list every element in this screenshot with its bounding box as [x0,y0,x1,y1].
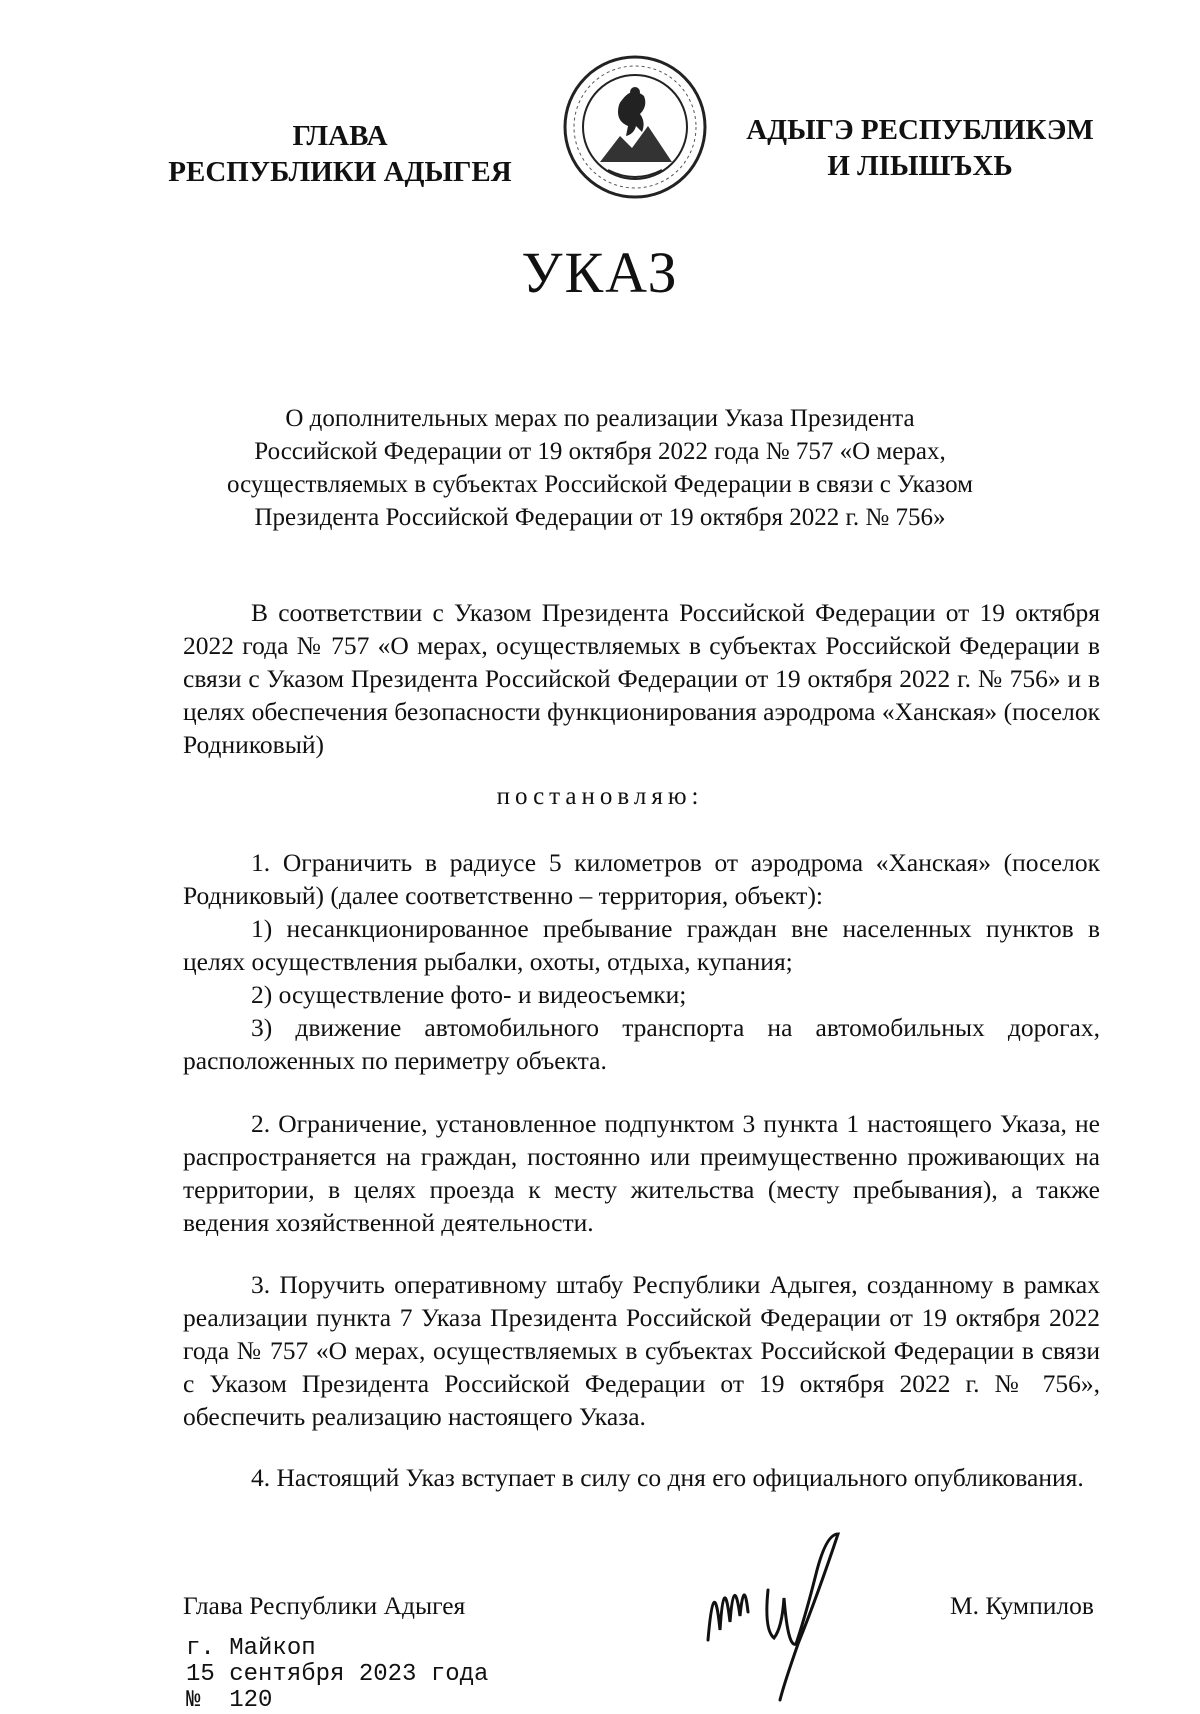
point-1-sub-2: 2) осуществление фото- и видеосъемки; [251,980,687,1009]
point-4: 4. Настоящий Указ вступает в силу со дня его официального опубликования. [251,1463,1084,1492]
preamble-paragraph: В соответствии с Указом Президента Российской Федерации от 19 октября 2022 года № 757 «О мерах, осуществляемых в субъектах Российской Федерации в связи с Указом Президента Российской Федерации от 19 октября 2022 г. № 756» и в целях обеспечения безопасности функционирования аэродрома «Ханская» (поселок Родниковый) [183,598,1100,759]
point-2: 2. Ограничение, установленное подпунктом 3 пункта 1 настоящего Указа, не распространяется на граждан, постоянно или преимущественно проживающих на территории, в целях проезда к месту жительства (месту пребывания), а также ведения хозяйственной деятельности. [183,1109,1100,1237]
signatory-name: М. Кумпилов [950,1591,1094,1620]
document-number: № 120 [186,1687,273,1714]
header-right [720,112,1120,184]
coat-of-arms-icon [560,52,710,202]
document-title: УКАЗ [521,240,679,305]
header-right-line2: И ЛІЫШЪХЬ [827,150,1013,182]
decree-operative-word: постановляю: [496,783,704,810]
point-1-sub-3: 3) движение автомобильного транспорта на автомобильных дорогах, расположенных по периметру объекта. [183,1013,1100,1075]
subject-line: О дополнительных мерах по реализации Указа Президента [285,405,915,432]
signatory-position: Глава Республики Адыгея [183,1591,466,1620]
document-metadata [186,1636,488,1714]
document-date: 15 сентября 2023 года [186,1661,489,1688]
subject-line: Российской Федерации от 19 октября 2022 года № 757 «О мерах, [254,438,946,465]
header-left-line2: РЕСПУБЛИКИ АДЫГЕЯ [168,156,512,188]
header-right-line1: АДЫГЭ РЕСПУБЛИКЭМ [746,114,1094,146]
point-1 [183,846,1100,1077]
header-left [160,118,520,190]
signature-icon [690,1520,890,1705]
header-left-line1: ГЛАВА [292,120,388,152]
subject-line: осуществляемых в субъектах Российской Федерации в связи с Указом [227,471,973,498]
document-city: г. Майкоп [186,1635,316,1662]
point-1-text: 1. Ограничить в радиусе 5 километров от аэродрома «Ханская» (поселок Родниковый) (далее соответственно – территория, объект): [183,848,1100,910]
point-3: 3. Поручить оперативному штабу Республики Адыгея, созданному в рамках реализации пункта 7 Указа Президента Российской Федерации от 19 октября 2022 года № 757 «О мерах, осуществляемых в субъектах Российской Федерации в связи с Указом Президента Российской Федерации от 19 октября 2022 г. № 756», обеспечить реализацию настоящего Указа. [183,1270,1100,1431]
point-1-sub-1: 1) несанкционированное пребывание граждан вне населенных пунктов в целях осуществления рыбалки, охоты, отдыха, купания; [183,914,1100,976]
decree-subject [190,402,1010,534]
subject-line: Президента Российской Федерации от 19 октября 2022 г. № 756» [254,504,946,531]
